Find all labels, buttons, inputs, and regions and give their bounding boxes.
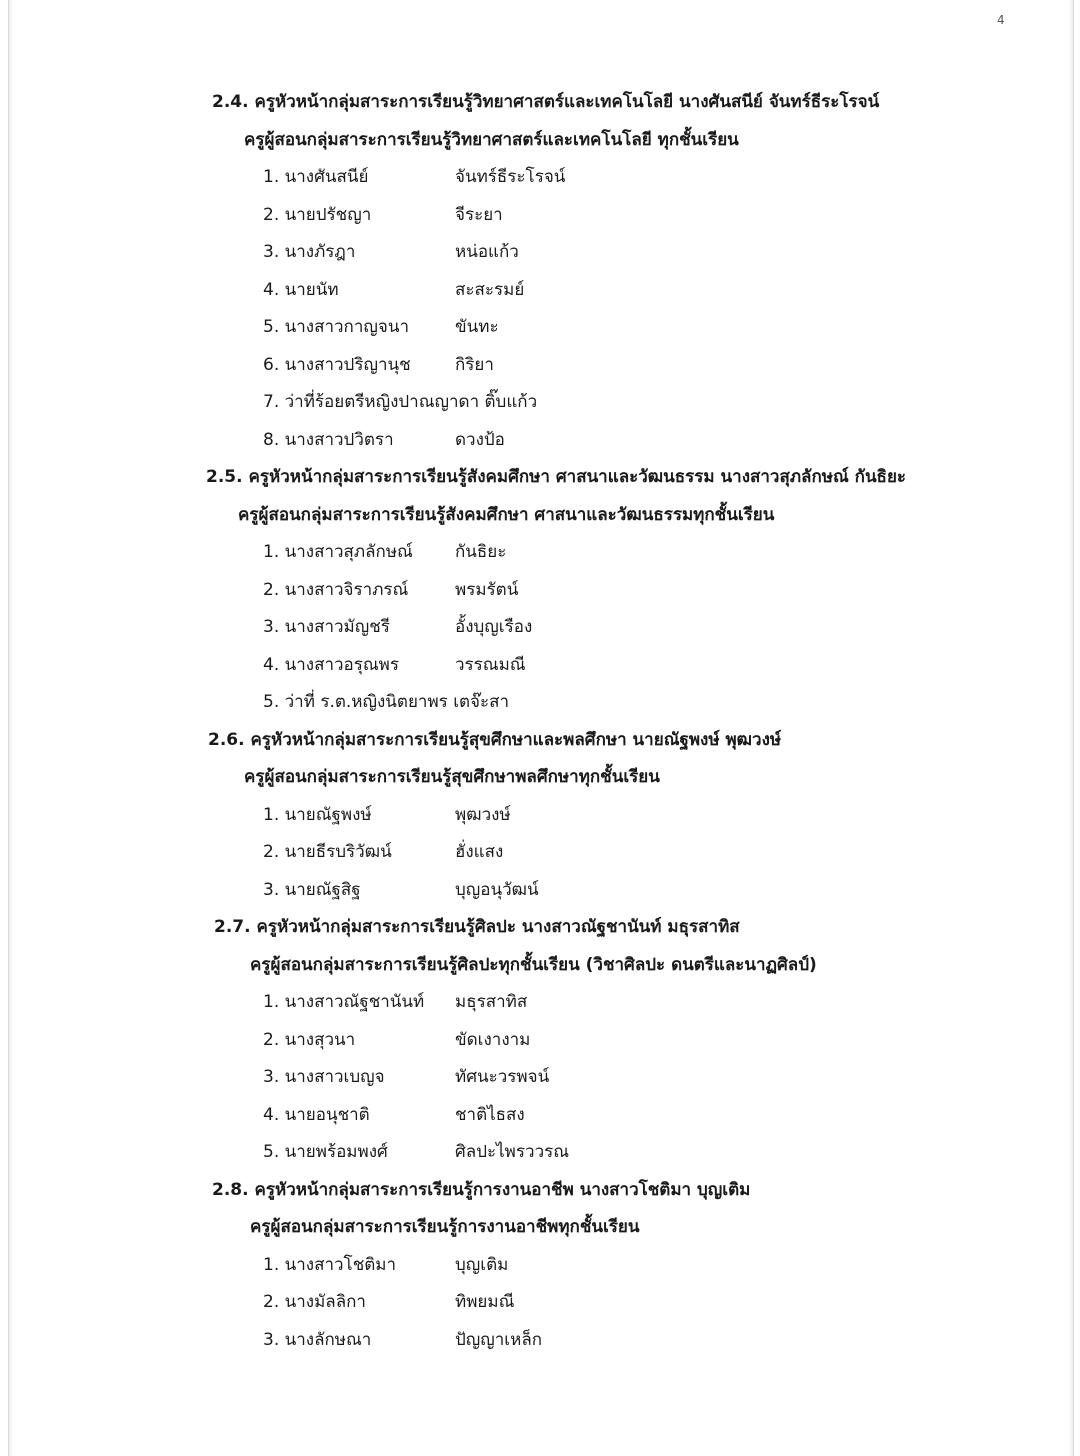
- member-name: 1. นางสาวโชติมา: [263, 1254, 397, 1275]
- document-page: [8, 0, 1074, 1456]
- section-8: [9, 1172, 1073, 1360]
- section-subheading: ครูผู้สอนกลุ่มสาระการเรียนรู้สังคมศึกษา ศาสนาและวัฒนธรรมทุกชั้นเรียน: [238, 504, 775, 525]
- member-name: 6. นางสาวปริญานุช: [263, 354, 411, 375]
- member-row: [9, 1059, 1073, 1097]
- member-surname: อั้งบุญเรือง: [455, 617, 533, 637]
- member-surname: ศิลปะไพรววรณ: [455, 1142, 570, 1162]
- member-name: 7. ว่าที่ร้อยตรีหญิงปาณญาดา ติ๊บแก้ว: [263, 392, 538, 412]
- section-subheading: ครูผู้สอนกลุ่มสาระการเรียนรู้วิทยาศาสตร์และเทคโนโลยี ทุกชั้นเรียน: [244, 129, 739, 150]
- member-name: 3. นางสาวมัญชรี: [263, 617, 390, 637]
- member-name: 4. นายนัท: [263, 279, 339, 300]
- section-6: [9, 722, 1073, 910]
- member-row: [9, 534, 1073, 572]
- member-surname: ฮั่งแสง: [455, 842, 504, 862]
- member-surname: พุฒวงษ์: [455, 804, 511, 825]
- member-surname: หน่อแก้ว: [455, 242, 519, 262]
- member-surname: บุญอนุวัฒน์: [455, 879, 539, 900]
- member-surname: ทิพยมณี: [455, 1292, 515, 1312]
- member-name: 2. นายปรัชญา: [263, 204, 372, 225]
- member-row: [9, 234, 1073, 272]
- member-name: 5. นางสาวกาญจนา: [263, 317, 410, 337]
- member-row: [9, 1322, 1073, 1360]
- member-surname: ขันทะ: [455, 317, 499, 337]
- member-row: [9, 422, 1073, 460]
- member-surname: จันทร์ธีระโรจน์: [455, 167, 566, 187]
- member-surname: กันธิยะ: [455, 542, 507, 562]
- page-number: 4: [997, 13, 1005, 27]
- member-name: 2. นางสุวนา: [263, 1029, 356, 1050]
- section-heading: 2.4. ครูหัวหน้ากลุ่มสาระการเรียนรู้วิทยาศาสตร์และเทคโนโลยี นางศันสนีย์ จันทร์ธีระโรจน์: [212, 92, 880, 112]
- member-row: [9, 1284, 1073, 1322]
- section-heading: 2.7. ครูหัวหน้ากลุ่มสาระการเรียนรู้ศิลปะ นางสาวณัฐชานันท์ มธุรสาทิส: [214, 917, 740, 937]
- document-content: [9, 84, 1073, 1359]
- member-row: [9, 797, 1073, 835]
- member-surname: มธุรสาทิส: [455, 992, 528, 1012]
- section-5: [9, 459, 1073, 722]
- member-row: [9, 384, 1073, 422]
- member-name: 4. นางสาวอรุณพร: [263, 654, 400, 675]
- member-row: [9, 572, 1073, 610]
- member-row: [9, 197, 1073, 235]
- member-row: [9, 1134, 1073, 1172]
- member-name: 4. นายอนุชาติ: [263, 1104, 370, 1125]
- member-row: [9, 1097, 1073, 1135]
- member-row: [9, 1022, 1073, 1060]
- member-surname: จีระยา: [455, 204, 503, 225]
- member-row: [9, 609, 1073, 647]
- member-name: 2. นางสาวจิราภรณ์: [263, 579, 409, 600]
- member-row: [9, 834, 1073, 872]
- member-name: 3. นางสาวเบญจ: [263, 1067, 385, 1087]
- member-surname: ปัญญาเหล็ก: [455, 1329, 543, 1350]
- section-heading: 2.5. ครูหัวหน้ากลุ่มสาระการเรียนรู้สังคมศึกษา ศาสนาและวัฒนธรรม นางสาวสุภลักษณ์ กันธิยะ: [206, 467, 907, 487]
- section-subheading: ครูผู้สอนกลุ่มสาระการเรียนรู้การงานอาชีพทุกชั้นเรียน: [250, 1217, 640, 1237]
- member-name: 1. นางสาวสุภลักษณ์: [263, 542, 413, 562]
- section-heading: 2.8. ครูหัวหน้ากลุ่มสาระการเรียนรู้การงานอาชีพ นางสาวโชติมา บุญเติม: [212, 1179, 751, 1200]
- member-surname: ชาติไธสง: [455, 1104, 525, 1125]
- member-name: 2. นายธีรบริวัฒน์: [263, 842, 392, 862]
- member-surname: สะสะรมย์: [455, 279, 525, 300]
- member-row: [9, 984, 1073, 1022]
- member-name: 1. นางศันสนีย์: [263, 167, 369, 187]
- member-surname: ทัศนะวรพจน์: [455, 1067, 550, 1087]
- member-row: [9, 872, 1073, 910]
- member-name: 5. ว่าที่ ร.ต.หญิงนิตยาพร เตจ๊ะสา: [263, 692, 510, 712]
- member-name: 3. นางภัรฎา: [263, 242, 356, 262]
- member-surname: ขัดเงางาม: [455, 1029, 531, 1050]
- section-subheading: ครูผู้สอนกลุ่มสาระการเรียนรู้สุขศึกษาพลศึกษาทุกชั้นเรียน: [244, 767, 660, 787]
- member-row: [9, 347, 1073, 385]
- member-name: 2. นางมัลลิกา: [263, 1292, 366, 1312]
- member-surname: บุญเติม: [455, 1254, 509, 1275]
- member-surname: วรรณมณี: [455, 654, 526, 675]
- member-row: [9, 272, 1073, 310]
- member-name: 8. นางสาวปวิตรา: [263, 429, 394, 450]
- member-row: [9, 309, 1073, 347]
- member-row: [9, 684, 1073, 722]
- member-row: [9, 1247, 1073, 1285]
- member-name: 1. นายณัฐพงษ์: [263, 804, 372, 825]
- member-surname: ดวงป้อ: [455, 429, 505, 450]
- member-row: [9, 159, 1073, 197]
- section-heading: 2.6. ครูหัวหน้ากลุ่มสาระการเรียนรู้สุขศึกษาและพลศึกษา นายณัฐพงษ์ พุฒวงษ์: [208, 729, 782, 750]
- member-surname: กิริยา: [455, 354, 494, 375]
- member-name: 3. นางลักษณา: [263, 1329, 372, 1350]
- member-name: 1. นางสาวณัฐชานันท์: [263, 992, 425, 1012]
- member-row: [9, 647, 1073, 685]
- member-surname: พรมรัตน์: [455, 579, 519, 600]
- section-7: [9, 909, 1073, 1172]
- member-name: 5. นายพร้อมพงศ์: [263, 1142, 388, 1162]
- section-4: [9, 84, 1073, 459]
- section-subheading: ครูผู้สอนกลุ่มสาระการเรียนรู้ศิลปะทุกชั้นเรียน (วิชาศิลปะ ดนตรีและนาฏศิลป์): [250, 954, 817, 975]
- member-name: 3. นายณัฐสิฐ: [263, 879, 361, 900]
